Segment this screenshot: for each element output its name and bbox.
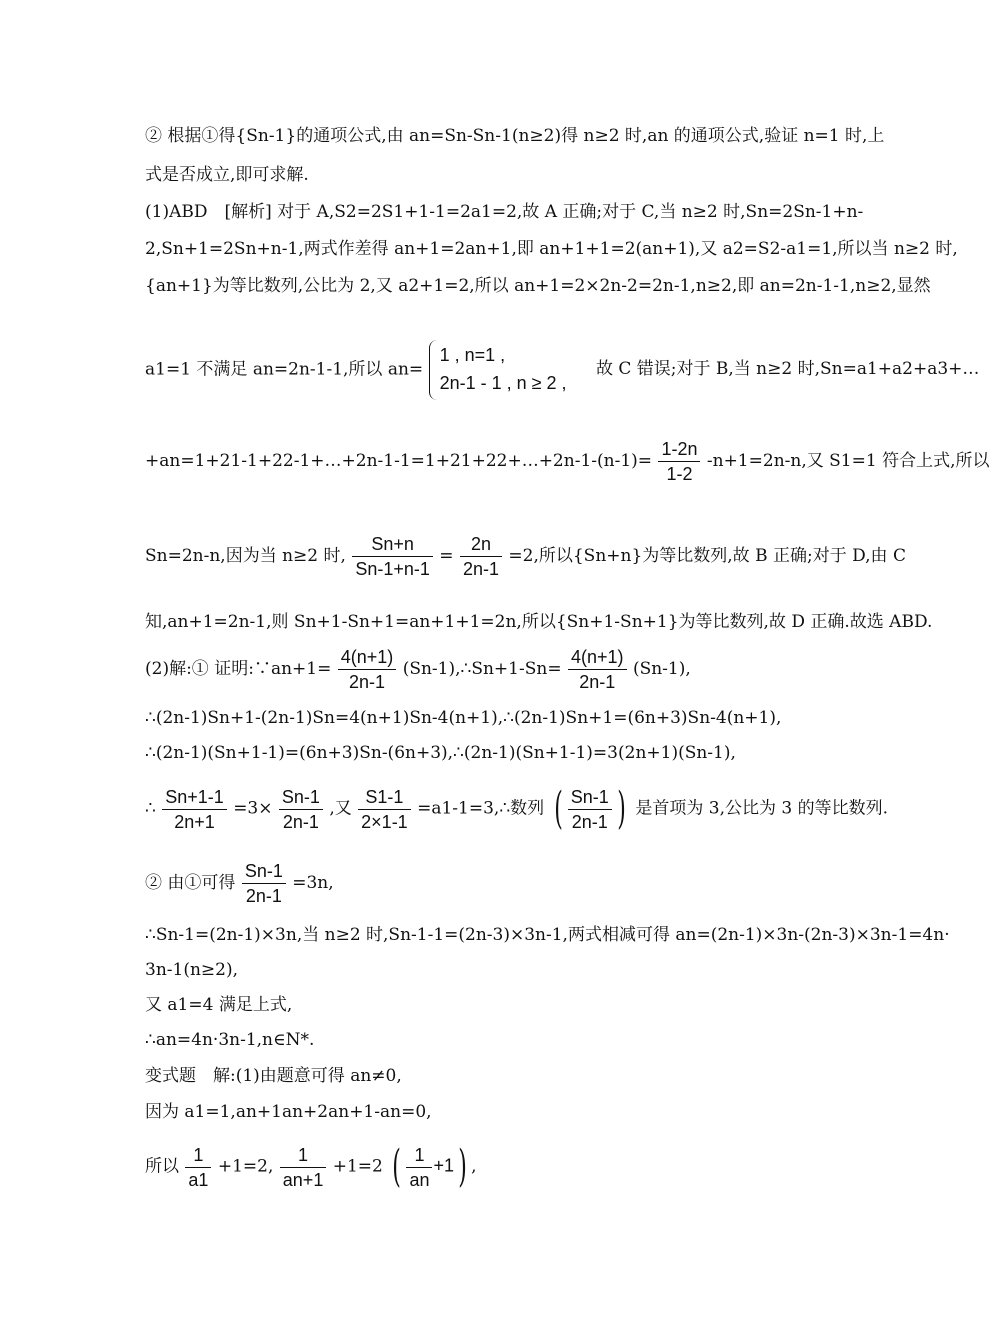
formula-line — [145, 1141, 477, 1192]
fraction-denominator: 2n-1 — [282, 811, 319, 832]
fraction-numerator: Sn+1-1 — [162, 788, 227, 810]
text-line: 式是否成立,即可求解. — [145, 165, 309, 185]
fraction — [658, 440, 700, 483]
text-line: 知,an+1=2n-1,则 Sn+1-Sn+1=an+1+1=2n,所以{Sn+1-Sn+1}为等比数列,故 D 正确.故选 ABD. — [145, 612, 933, 632]
text-segment: 故 C 错误;对于 B,当 n≥2 时,Sn=a1+a2+a3+… — [595, 359, 980, 380]
formula-line — [145, 535, 906, 578]
fraction-numerator: Sn-1 — [568, 788, 612, 810]
fraction-numerator: 1 — [185, 1146, 211, 1168]
text-segment: , — [471, 1156, 477, 1177]
text-segment: =a1-1=3,∴数列 — [417, 798, 545, 819]
text-line: ② 根据①得{Sn-1}的通项公式,由 an=Sn-Sn-1(n≥2)得 n≥2 时,an 的通项公式,验证 n=1 时,上 — [145, 126, 885, 146]
text-segment: 所以 — [145, 1156, 179, 1177]
right-paren: ) — [617, 783, 626, 834]
text-line: 变式题 解:(1)由题意可得 an≠0, — [145, 1066, 402, 1086]
text-segment: (Sn-1), — [632, 659, 691, 679]
text-line: 因为 a1=1,an+1an+2an+1-an=0, — [145, 1102, 432, 1122]
fraction — [279, 788, 323, 831]
text-segment: 是首项为 3,公比为 3 的等比数列. — [635, 798, 888, 819]
fraction-numerator: 4(n+1) — [568, 648, 627, 670]
fraction — [338, 648, 397, 691]
text-segment: Sn=2n-n,因为当 n≥2 时, — [145, 546, 346, 566]
fraction-numerator: 1-2n — [658, 440, 700, 462]
fraction-denominator: 2n-1 — [245, 886, 282, 906]
text-line: (1)ABD [解析] 对于 A,S2=2S1+1-1=2a1=2,故 A 正确;对于 C,当 n≥2 时,Sn=2Sn-1+n- — [145, 202, 864, 222]
text-segment: =3× — [233, 798, 273, 819]
text-line: 2,Sn+1=2Sn+n-1,两式作差得 an+1=2an+1,即 an+1+1=2(an+1),又 a2=S2-a1=1,所以当 n≥2 时, — [145, 239, 958, 259]
formula-line — [145, 648, 691, 691]
fraction — [352, 535, 433, 578]
fraction-denominator: a1 — [188, 1169, 209, 1190]
formula-line — [145, 340, 979, 400]
fraction — [280, 1146, 327, 1189]
fraction — [406, 1146, 432, 1189]
fraction-numerator: 2n — [460, 535, 502, 557]
fraction-numerator: Sn+n — [352, 535, 433, 557]
fraction-denominator: 2n-1 — [571, 811, 608, 832]
text-segment: +1 — [433, 1155, 454, 1176]
fraction — [162, 788, 227, 831]
text-segment: +1=2 — [332, 1156, 383, 1177]
text-segment: +1=2, — [217, 1156, 274, 1177]
fraction-denominator: 1-2 — [666, 464, 693, 484]
case-1: 1 , n=1 , — [439, 345, 506, 365]
text-line: 又 a1=4 满足上式, — [145, 995, 293, 1015]
text-segment: (Sn-1),∴Sn+1-Sn= — [402, 659, 562, 679]
fraction-denominator: an+1 — [282, 1169, 324, 1190]
fraction — [568, 648, 627, 691]
right-paren: ) — [458, 1141, 467, 1192]
formula-line — [145, 440, 989, 483]
fraction — [242, 862, 286, 905]
fraction-denominator: Sn-1+n-1 — [355, 559, 430, 579]
text-segment: ② 由①可得 — [145, 873, 236, 893]
text-segment: -n+1=2n-n,又 S1=1 符合上式,所以 — [706, 451, 989, 471]
fraction-numerator: 1 — [406, 1146, 432, 1168]
text-segment: a1=1 不满足 an=2n-1-1,所以 an= — [145, 359, 424, 380]
text-line: 3n-1(n≥2), — [145, 960, 239, 980]
text-line: ∴Sn-1=(2n-1)×3n,当 n≥2 时,Sn-1-1=(2n-3)×3n-1,两式相减可得 an=(2n-1)×3n-(2n-3)×3n-1=4n· — [145, 925, 950, 945]
text-line: {an+1}为等比数列,公比为 2,又 a2+1=2,所以 an+1=2×2n-2=2n-1,n≥2,即 an=2n-1-1,n≥2,显然 — [145, 276, 931, 296]
text-segment: ,又 — [329, 798, 352, 819]
fraction-denominator: 2n+1 — [174, 811, 215, 832]
fraction-denominator: 2n-1 — [579, 672, 616, 692]
fraction-numerator: 1 — [280, 1146, 327, 1168]
text-segment: ∴ — [145, 798, 156, 819]
text-line: ∴an=4n·3n-1,n∈N*. — [145, 1030, 315, 1050]
text-segment: =3n, — [292, 873, 334, 893]
fraction-denominator: 2n-1 — [348, 672, 386, 692]
formula-line — [145, 862, 334, 905]
case-2: 2n-1 - 1 , n ≥ 2 , — [439, 372, 567, 393]
fraction-denominator: an — [409, 1169, 430, 1190]
formula-line — [145, 783, 888, 834]
fraction-numerator: Sn-1 — [279, 788, 323, 810]
text-line: ∴(2n-1)Sn+1-(2n-1)Sn=4(n+1)Sn-4(n+1),∴(2n-1)Sn+1=(6n+3)Sn-4(n+1), — [145, 708, 782, 728]
text-segment: =2,所以{Sn+n}为等比数列,故 B 正确;对于 D,由 C — [508, 546, 906, 566]
fraction-denominator: 2×1-1 — [361, 811, 408, 832]
left-paren: ( — [392, 1141, 402, 1192]
fraction — [358, 788, 411, 831]
fraction-numerator: 4(n+1) — [338, 648, 397, 670]
fraction-numerator: S1-1 — [358, 788, 411, 810]
text-segment: (2)解:① 证明:∵an+1= — [145, 659, 332, 679]
left-paren: ( — [553, 783, 563, 834]
fraction-numerator: Sn-1 — [242, 862, 286, 884]
fraction-denominator: 2n-1 — [462, 559, 499, 579]
fraction — [185, 1146, 211, 1189]
text-line: ∴(2n-1)(Sn+1-1)=(6n+3)Sn-(6n+3),∴(2n-1)(Sn+1-1)=3(2n+1)(Sn-1), — [145, 743, 736, 763]
equals-sign: = — [439, 546, 454, 566]
fraction — [460, 535, 502, 578]
piecewise-brace — [429, 340, 567, 400]
text-segment: +an=1+21-1+22-1+…+2n-1-1=1+21+22+…+2n-1-(n-1)= — [145, 451, 653, 471]
fraction — [568, 788, 612, 831]
